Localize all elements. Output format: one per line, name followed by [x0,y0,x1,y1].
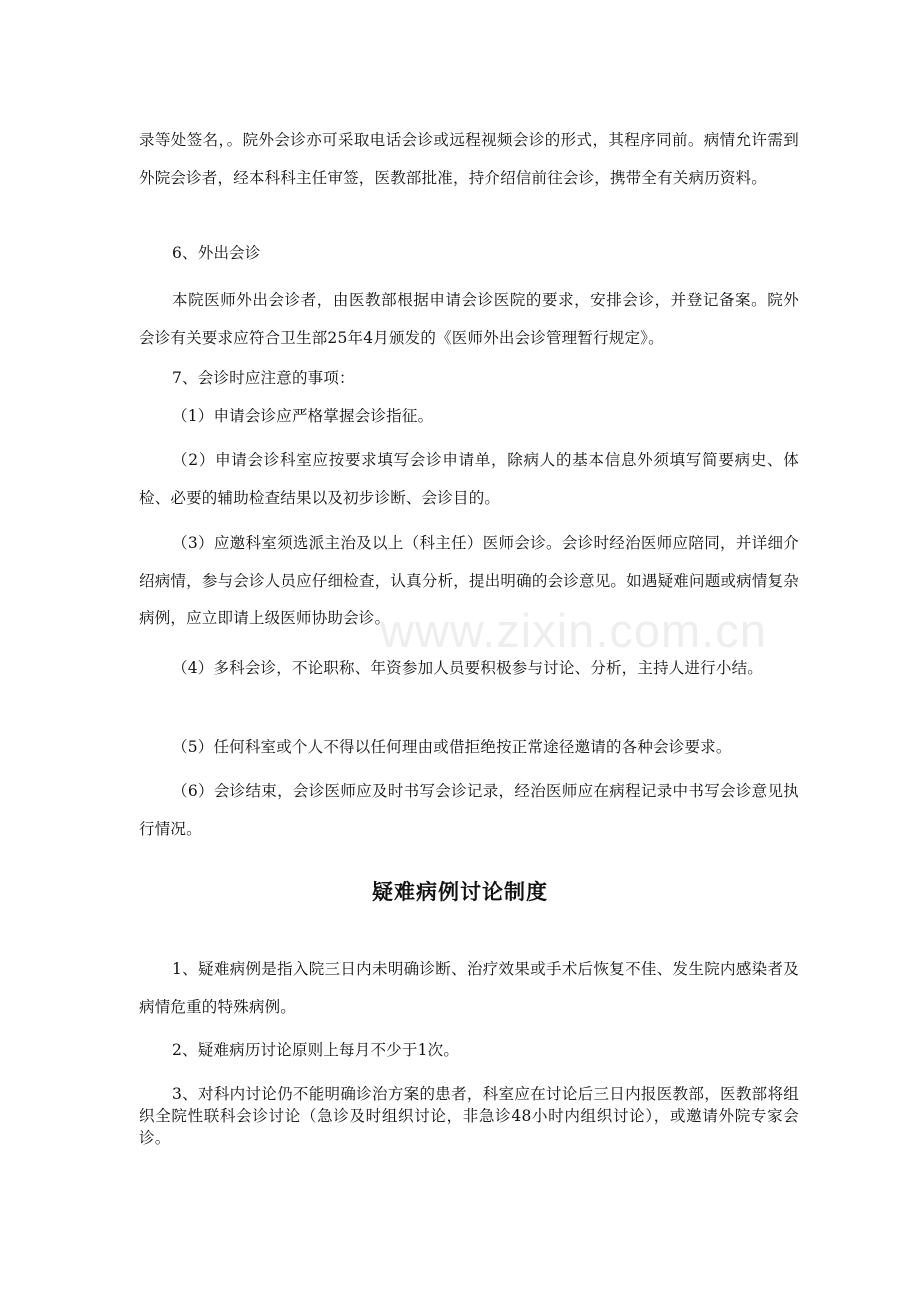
watermark: www.zixin.com.cn [380,604,767,657]
section-heading-external-consultation: 6、外出会诊 [172,244,261,262]
item-difficult-case-definition: 1、疑难病例是指入院三日内未明确诊断、治疗效果或手术后恢复不佳、发生院内感染者及病情危重的特殊病例。 [139,960,799,1016]
section-title-difficult-cases: 疑难病例讨论制度 [372,879,548,904]
section-heading-consultation-notes: 7、会诊时应注意的事项： [172,369,355,387]
item-hospital-wide-consultation: 3、对科内讨论仍不能明确诊治方案的患者，科室应在讨论后三日内报医教部，医教部将组织全院性联科会诊讨论（急诊及时组织讨论，非急诊48小时内组织讨论），或邀请外院专家会诊。 [139,1085,799,1147]
paragraph-external-consultation: 本院医师外出会诊者，由医教部根据申请会诊医院的要求，安排会诊，并登记备案。院外会诊有关要求应符合卫生部25年4月颁发的《医师外出会诊管理暂行规定》。 [139,291,799,347]
item-invited-department: （3）应邀科室须选派主治及以上（科主任）医师会诊。会诊时经治医师应陪同，并详细介绍病情，参与会诊人员应仔细检查，认真分析，提出明确的会诊意见。如遇疑难问题或病情复杂病例，应立即请上级医师协助会诊。 [139,534,799,627]
item-consultation-indication: （1）申请会诊应严格掌握会诊指征。 [172,407,434,425]
item-consultation-record: （6）会诊结束，会诊医师应及时书写会诊记录，经治医师应在病程记录中书写会诊意见执行情况。 [139,782,799,838]
item-discussion-frequency: 2、疑难病历讨论原则上每月不少于1次。 [172,1041,460,1059]
paragraph-consultation-signature: 录等处签名，。院外会诊亦可采取电话会诊或远程视频会诊的形式，其程序同前。病情允许需到外院会诊者，经本科科主任审签，医教部批准，持介绍信前往会诊，携带全有关病历资料。 [139,131,799,187]
item-no-refusal: （5）任何科室或个人不得以任何理由或借拒绝按正常途径邀请的各种会诊要求。 [172,738,732,756]
item-multidisciplinary-consultation: （4）多科会诊，不论职称、年资参加人员要积极参与讨论、分析，主持人进行小结。 [172,659,763,677]
item-consultation-request-form: （2）申请会诊科室应按要求填写会诊申请单，除病人的基本信息外须填写简要病史、体检、必要的辅助检查结果以及初步诊断、会诊目的。 [139,451,799,507]
